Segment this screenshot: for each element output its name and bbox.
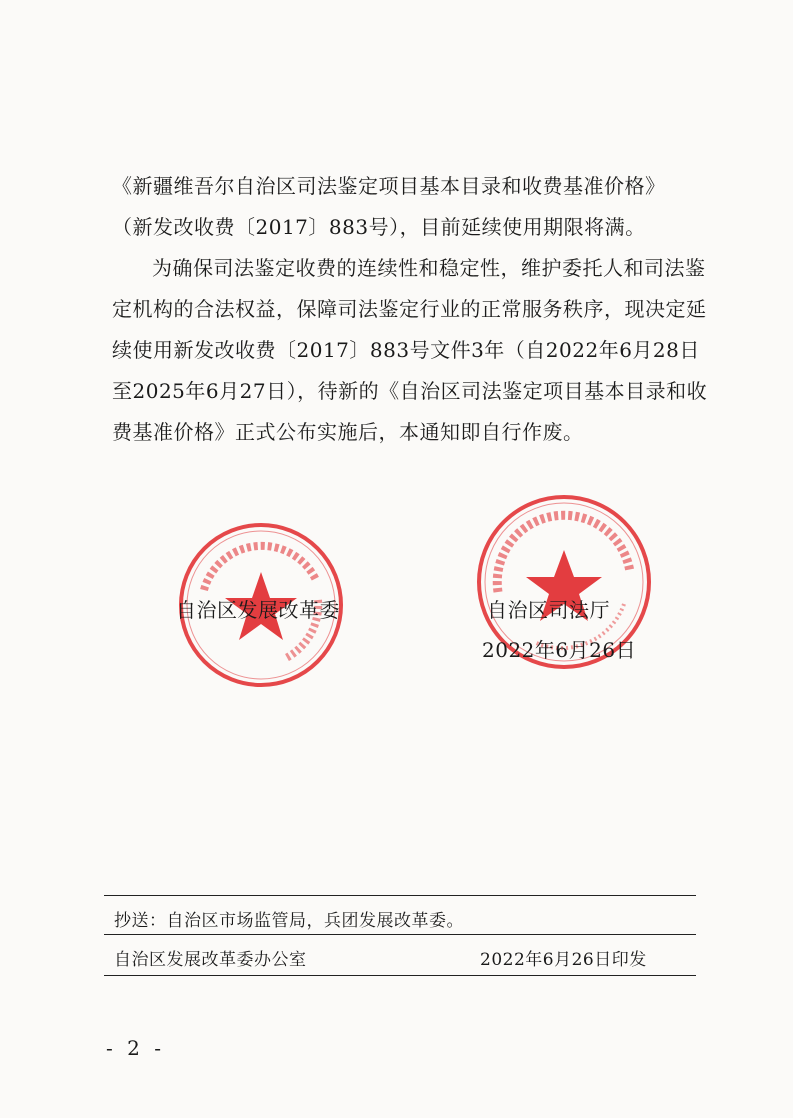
footer-cc: 抄送：自治区市场监管局，兵团发展改革委。 — [114, 911, 464, 931]
footer-print-date: 2022年6月26日印发 — [480, 950, 647, 970]
signature-right-org: 自治区司法厅 — [487, 598, 610, 622]
body-line-1: 《新疆维吾尔自治区司法鉴定项目基本目录和收费基准价格》 — [112, 174, 666, 198]
page-number: - 2 - — [106, 1036, 165, 1060]
footer-rule-bottom — [104, 975, 696, 976]
signature-left-org: 自治区发展改革委 — [176, 598, 340, 622]
footer-issuer: 自治区发展改革委办公室 — [114, 950, 307, 970]
notice-body — [112, 166, 712, 453]
body-line-2: （新发改收费〔2017〕883号），目前延续使用期限将满。 — [112, 215, 646, 239]
footer-rule-middle — [104, 934, 696, 935]
footer-rule-top — [104, 895, 696, 896]
body-paragraph: 为确保司法鉴定收费的连续性和稳定性，维护委托人和司法鉴定机构的合法权益，保障司法鉴定行业的正常服务秩序，现决定延续使用新发改收费〔2017〕883号文件3年（自2022年6月28日至2025年6月27日），待新的《自治区司法鉴定项目基本目录和收费基准价格》正式公布实施后，本通知即自行作废。 — [112, 256, 708, 444]
signature-date: 2022年6月26日 — [482, 638, 637, 662]
